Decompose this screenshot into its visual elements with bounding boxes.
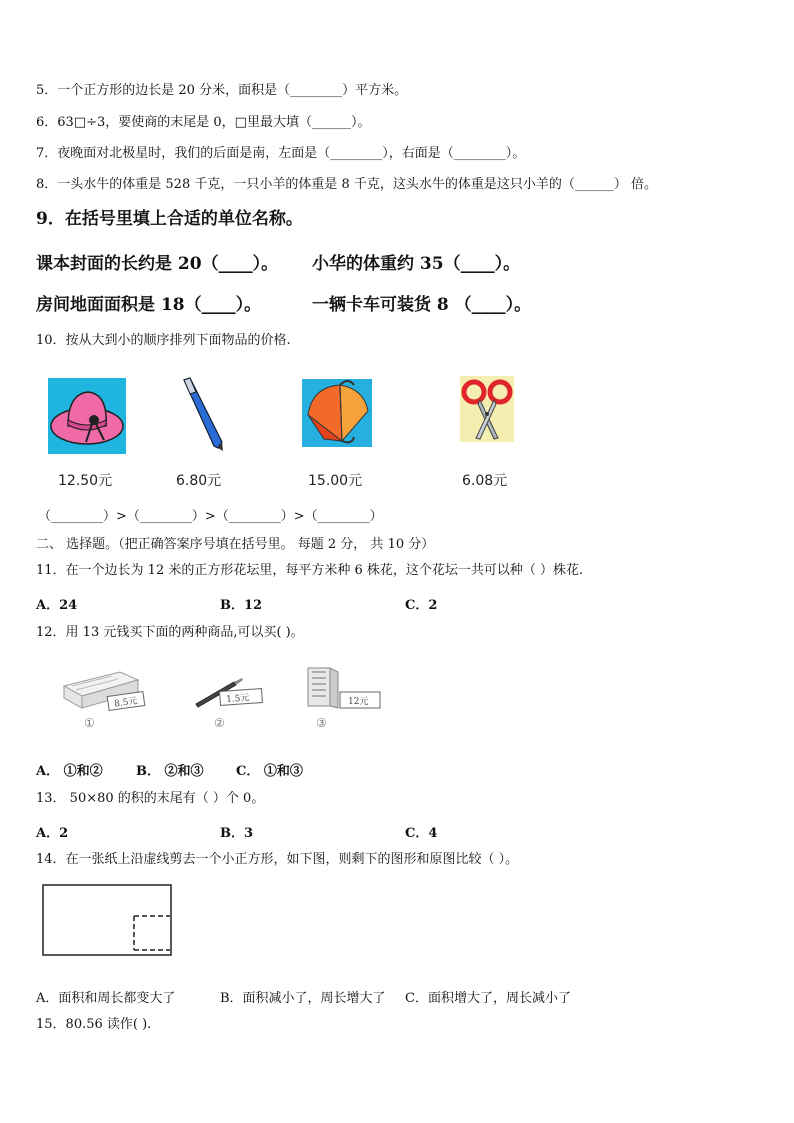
question-15: 15．80.56 读作( ). — [36, 1017, 152, 1032]
question-9-a: 课本封面的长约是 20（____）。 — [36, 254, 279, 274]
hat-image — [48, 378, 126, 454]
tag-pencil-box: 8.5元 — [113, 696, 139, 710]
q14-option-c: C．面积增大了，周长减小了 — [405, 991, 571, 1006]
tag-pen: 1.5元 — [225, 693, 250, 706]
question-13: 13． 50×80 的积的末尾有（ ）个 0。 — [36, 791, 265, 806]
price-umbrella: 15.00元 — [308, 473, 363, 489]
q13-option-a: A．2 — [36, 826, 69, 841]
question-10: 10．按从大到小的顺序排列下面物品的价格. — [36, 333, 291, 348]
question-8: 8．一头水牛的体重是 528 千克，一只小羊的体重是 8 千克，这头水牛的体重是这只小羊的（______） 倍。 — [36, 177, 658, 192]
cut-paper-figure — [42, 884, 174, 958]
q11-option-a: A．24 — [36, 598, 78, 613]
question-11: 11．在一个边长为 12 米的正方形花坛里，每平方米种 6 株花，这个花坛一共可以种（ ）株花. — [36, 563, 584, 578]
umbrella-image — [302, 379, 372, 447]
question-10-answer: （________）>（________）>（________）>（________） — [38, 509, 383, 524]
scissors-image — [460, 376, 514, 442]
question-9-b: 小华的体重约 35（____）。 — [312, 254, 521, 274]
q13-option-c: C．4 — [405, 826, 438, 841]
tag-book: 12元 — [348, 697, 369, 707]
question-12: 12．用 13 元钱买下面的两种商品,可以买( )。 — [36, 625, 304, 640]
question-9-title: 9．在括号里填上合适的单位名称。 — [36, 209, 303, 229]
section-2-heading: 二、 选择题。（把正确答案序号填在括号里。 每题 2 分， 共 10 分） — [36, 537, 435, 552]
label-3: ③ — [316, 716, 327, 730]
q11-option-b: B．12 — [220, 598, 263, 613]
q11-option-c: C．2 — [405, 598, 438, 613]
label-1: ① — [84, 716, 95, 730]
price-pen: 6.80元 — [176, 473, 222, 489]
question-5: 5．一个正方形的边长是 20 分米，面积是（________）平方米。 — [36, 83, 408, 98]
question-7: 7．夜晚面对北极星时，我们的后面是南，左面是（________），右面是（________）。 — [36, 146, 526, 161]
q12-option-b: B． ②和③ — [136, 764, 204, 779]
q14-option-b: B．面积减小了，周长增大了 — [220, 991, 386, 1006]
pen-image — [180, 376, 226, 452]
question-9-d: 一辆卡车可装货 8 （____）。 — [312, 295, 532, 315]
q12-option-a: A． ①和② — [36, 764, 103, 779]
book-image — [304, 664, 388, 714]
q12-option-c: C． ①和③ — [236, 764, 303, 779]
pen-item-image — [190, 668, 274, 712]
price-scissors: 6.08元 — [462, 473, 508, 489]
q13-option-b: B．3 — [220, 826, 254, 841]
price-hat: 12.50元 — [58, 473, 113, 489]
label-2: ② — [214, 716, 225, 730]
pencil-box-image — [62, 668, 146, 712]
question-6: 6．63□÷3，要使商的末尾是 0，□里最大填（______）。 — [36, 115, 371, 130]
q14-option-a: A．面积和周长都变大了 — [36, 991, 176, 1006]
question-14: 14．在一张纸上沿虚线剪去一个小正方形，如下图，则剩下的图形和原图比较（ ）。 — [36, 852, 519, 867]
question-9-c: 房间地面面积是 18（____）。 — [36, 295, 262, 315]
